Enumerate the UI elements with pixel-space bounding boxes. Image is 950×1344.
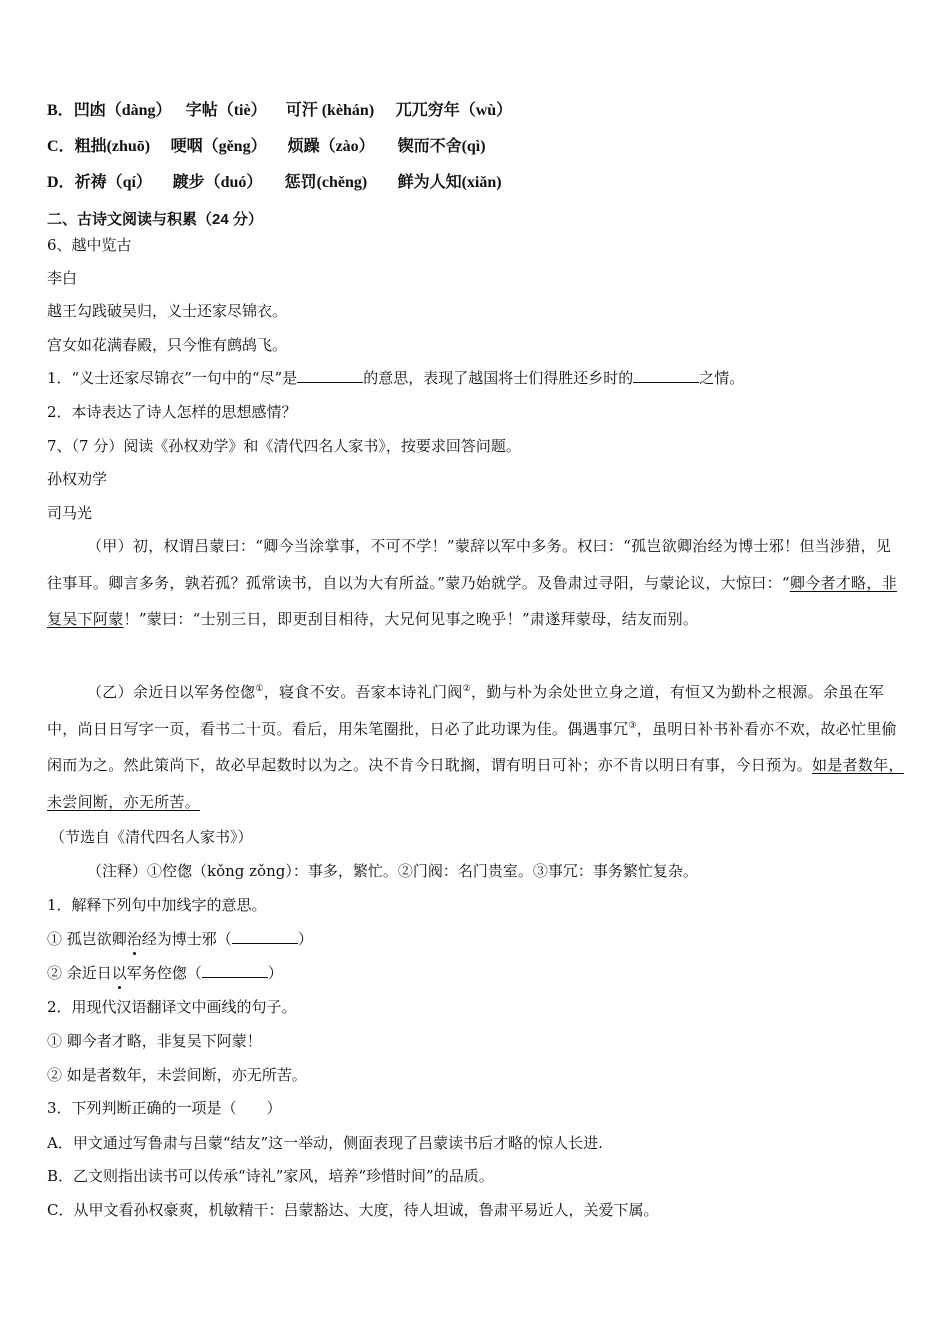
answer-blank[interactable] [633,368,699,383]
q7-sub1-a-text-post: 经为博士邪（ [141,930,232,948]
marked-word: 以 [111,964,127,982]
section-heading: 二、古诗文阅读与积累（24 分） [47,211,263,228]
q7-sub2-a: ① 卿今者才略，非复吴下阿蒙！ [47,1032,262,1050]
q6-sub1-text-b: 的意思，表现了越国将士们得胜还乡时的 [363,369,634,387]
poem-line-2: 宫女如花满春殿，只今惟有鹧鸪飞。 [47,336,288,354]
q7-sub1: 1．解释下列句中加线字的意思。 [47,896,267,914]
option-d-label: D． [47,174,75,191]
passage-jia [47,528,905,638]
poem-line-1: 越王勾践破吴归，义士还家尽锦衣。 [47,302,288,320]
answer-blank[interactable] [202,963,268,978]
option-c-item-4: 锲而不舍(qì) [397,138,486,155]
option-b-label: B． [47,102,74,119]
q7-intro: 7、（7 分）阅读《孙权劝学》和《清代四名人家书》，按要求回答问题。 [47,437,521,455]
q7-sub1-b-text: ② 余近日 [47,964,112,982]
option-b-item-1: 凹凼（dàng） [73,102,172,119]
q7-sub1-a-text: ① 孤岂欲卿 [47,930,127,948]
option-d-row [47,173,502,193]
close-paren: ） [267,964,283,982]
passage-a-author: 司马光 [47,504,93,522]
q6-sub1-text-c: 之情。 [699,369,745,387]
passage-yi [47,674,905,820]
passage-yi-text-2: ，寝食不安。吾家本诗礼门阀 [263,683,463,701]
marked-word: 治 [126,930,142,948]
passage-yi-text-3: ，勤与朴为余处世立身之道，有恒又为勤朴之根源。余虽在军中，尚日日写字一页，看书二十页。看后，用朱笔圈批，日必了此功课为佳。偶遇事冗 [47,683,885,738]
q7-sub1-b-text-post: 军务倥偬（ [126,964,202,982]
option-d-item-4: 鲜为人知(xiǎn) [397,174,502,191]
option-b-item-2: 字帖（tiè） [185,102,267,119]
q6-title: 6、越中览古 [47,236,132,254]
option-c-item-2: 哽咽（gěng） [170,138,267,155]
close-paren: ） [297,930,313,948]
choice-c: C．从甲文看孙权豪爽，机敏精干：吕蒙豁达、大度，待人坦诚，鲁肃平易近人，关爱下属。 [47,1201,659,1219]
option-d-item-2: 踱步（duó） [172,174,263,191]
footnotes: （注释）①倥偬（kǒng zǒng）：事多，繁忙。②门阀：名门贵室。③事冗：事务繁忙复杂。 [87,862,698,880]
passage-jia-underlined: 卿今者才略，非复吴下阿蒙 [47,573,897,628]
footnote-marker: ③ [628,720,637,731]
q7-sub2: 2．用现代汉语翻译文中画线的句子。 [47,998,297,1016]
option-b-item-4: 兀兀穷年（wù） [395,102,513,119]
q7-sub1-a [47,929,313,949]
option-c-label: C． [47,138,75,155]
choice-a: A．甲文通过写鲁肃与吕蒙“结友”这一举动，侧面表现了吕蒙读书后才略的惊人长进. [47,1134,603,1152]
choice-b: B．乙文则指出读书可以传承“诗礼”家风，培养“珍惜时间”的品质。 [47,1167,494,1185]
q7-sub2-b: ② 如是者数年，未尝间断，亦无所苦。 [47,1066,307,1084]
q7-sub1-b [47,963,283,983]
q6-sub1 [47,368,744,388]
passage-jia-text-1: （甲）初，权谓吕蒙曰：“卿今当涂掌事，不可不学！”蒙辞以军中多务。权曰：“孤岂欲卿治经为博士邪！但当涉猎，见往事耳。卿言多务，孰若孤？孤常读书，自以为大有所益。”蒙乃始就学。及鲁肃过寻阳，与蒙论议，大惊曰：“ [47,537,892,592]
q6-sub2: 2．本诗表达了诗人怎样的思想感情？ [47,403,297,421]
answer-blank[interactable] [232,929,298,944]
option-b-item-3: 可汗 (kèhán) [285,102,375,119]
passage-yi-underlined: 如是者数年，未尝间断，亦无所苦。 [47,756,904,811]
q6-author: 李白 [47,269,78,287]
passage-yi-text-1: （乙）余近日以军务倥偬 [87,683,256,701]
passage-yi-text-4: ，虽明日补书补看亦不欢，故必忙里偷闲而为之。然此策尚下，故必早起数时以为之。决不肯今日耽搁，谓有明日可补；亦不肯以明日有事，今日预为。 [47,719,897,774]
q6-sub1-text-a: 1．“义士还家尽锦衣”一句中的“尽”是 [47,369,298,387]
option-c-item-1: 粗拙(zhuō) [74,138,151,155]
option-d-item-1: 祈祷（qí） [74,174,152,191]
option-d-item-3: 惩罚(chěng) [284,174,368,191]
option-c-item-3: 烦躁（zào） [287,138,375,155]
footnote-marker: ② [462,684,471,694]
passage-jia-text-2: ！”蒙曰：“士别三日，即更刮目相待，大兄何见事之晚乎！”肃遂拜蒙母，结友而别。 [123,610,699,628]
passage-source: （节选自《清代四名人家书》） [50,828,253,846]
answer-blank[interactable] [297,368,363,383]
passage-a-title: 孙权劝学 [47,470,108,488]
option-c-row [47,137,486,157]
q7-sub3: 3．下列判断正确的一项是（ ） [47,1099,282,1117]
option-b-row [47,101,512,121]
footnote-marker: ① [255,684,264,694]
